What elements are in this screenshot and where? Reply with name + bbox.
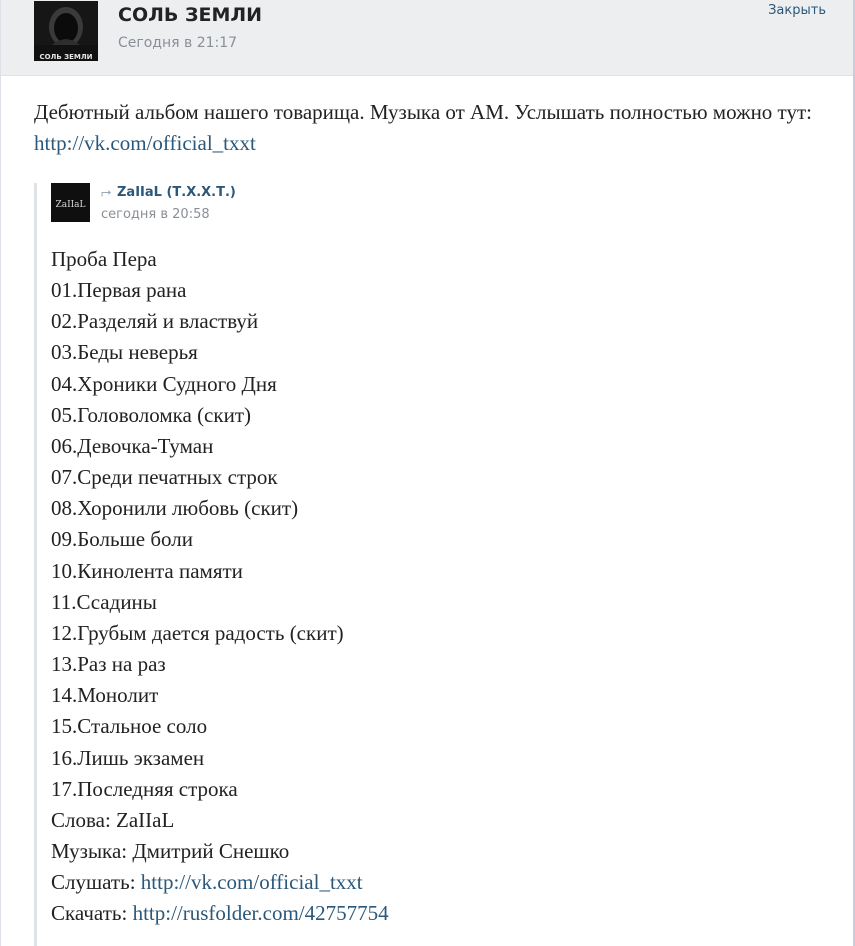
tracklist-line: 15.Стальное соло: [51, 714, 208, 739]
tracklist-line: 17.Последняя строка: [51, 776, 238, 801]
listen-label: Слушать:: [51, 870, 141, 895]
tracklist-line: 09.Больше боли: [51, 527, 193, 552]
tracklist-line: 12.Грубым дается радость (скит): [51, 620, 344, 645]
repost-text: [51, 244, 821, 929]
repost-avatar-text: ZaIIaL: [55, 200, 86, 210]
listen-link[interactable]: http://vk.com/official_txxt: [140, 870, 363, 895]
repost-timestamp[interactable]: сегодня в 20:58: [101, 207, 210, 222]
download-line: [51, 898, 821, 929]
repost-author-name[interactable]: [101, 185, 236, 200]
tracklist-line: 03.Беды неверья: [51, 340, 198, 365]
tracklist-line: 08.Хоронили любовь (скит): [51, 496, 299, 521]
close-button[interactable]: Закрыть: [768, 3, 826, 18]
post-header: [1, 0, 853, 76]
lyrics-credit: Слова: ZaIIaL: [51, 807, 175, 832]
hooded-figure-image: [34, 1, 98, 61]
author-logo-image: [51, 183, 90, 222]
tracklist-line: 01.Первая рана: [51, 278, 187, 303]
repost-author-label[interactable]: ZaIIaL (Т.Х.Х.Т.): [117, 185, 236, 200]
tracklist-line: 02.Разделяй и властвуй: [51, 309, 259, 334]
repost-author-avatar[interactable]: [51, 183, 90, 222]
post-timestamp[interactable]: Сегодня в 21:17: [118, 35, 238, 51]
tracklist-line: 06.Девочка-Туман: [51, 433, 214, 458]
tracklist-line: 11.Ссадины: [51, 589, 157, 614]
tracklist-line: 10.Кинолента памяти: [51, 558, 243, 583]
tracklist-line: 13.Раз на раз: [51, 652, 166, 677]
tracklist-line: 14.Монолит: [51, 683, 159, 708]
share-icon: ⮣: [101, 185, 112, 200]
tracklist-line: 16.Лишь экзамен: [51, 745, 205, 770]
post-text: [34, 97, 824, 159]
group-name[interactable]: СОЛЬ ЗЕМЛИ: [118, 4, 263, 26]
tracklist-line: Проба Пера: [51, 247, 157, 271]
group-avatar[interactable]: [34, 1, 98, 61]
avatar-caption: СОЛЬ ЗЕМЛИ: [39, 53, 93, 61]
download-label: Скачать:: [51, 901, 133, 926]
post-link[interactable]: http://vk.com/official_txxt: [34, 131, 256, 155]
listen-line: [51, 867, 821, 898]
tracklist-line: 07.Среди печатных строк: [51, 465, 278, 490]
tracklist-line: 05.Головоломка (скит): [51, 402, 251, 427]
download-link[interactable]: http://rusfolder.com/42757754: [132, 901, 389, 926]
repost-block: [34, 183, 827, 946]
post-text-body: Дебютный альбом нашего товарища. Музыка от AM. Услышать полностью можно тут:: [34, 100, 812, 124]
music-credit: Музыка: Дмитрий Снешко: [51, 838, 290, 863]
tracklist-line: 04.Хроники Судного Дня: [51, 371, 277, 396]
